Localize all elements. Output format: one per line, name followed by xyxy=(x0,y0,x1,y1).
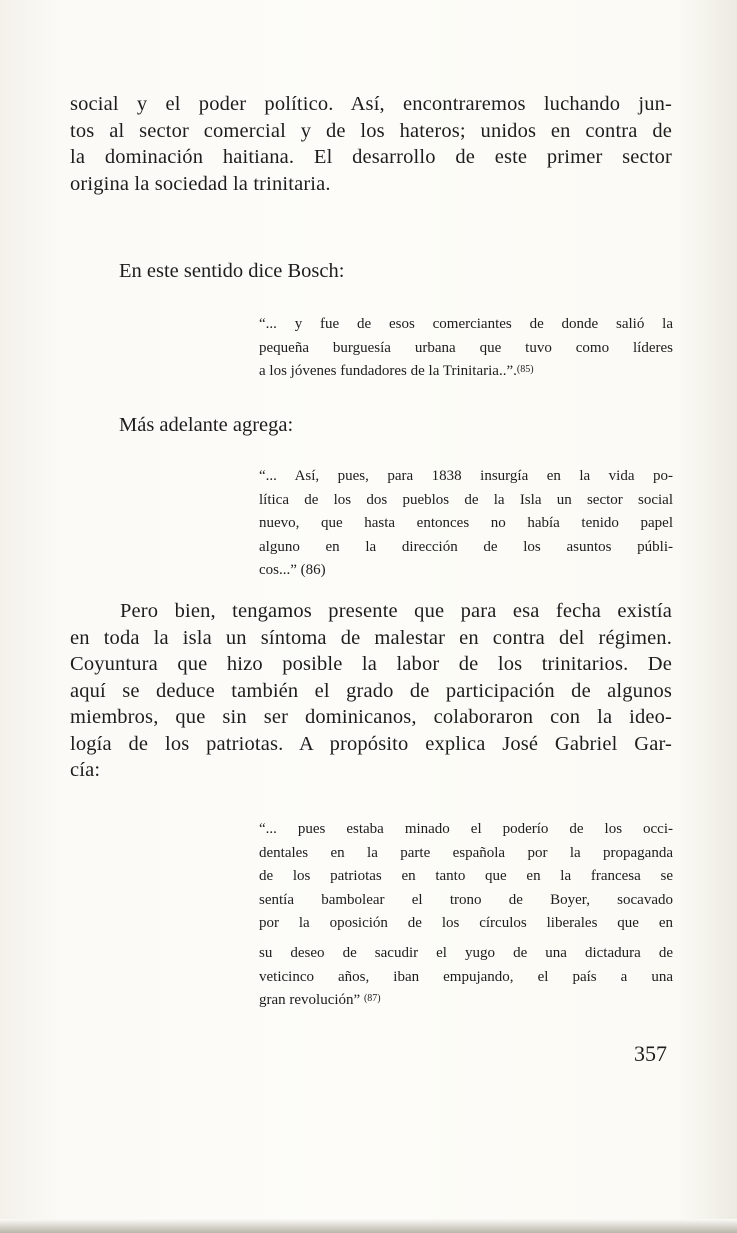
quote-line: veticinco años, iban empujando, el país a una xyxy=(259,968,673,985)
paragraph-2 xyxy=(70,598,672,784)
quote-line: alguno en la dirección de los asuntos públi- xyxy=(259,538,673,555)
text-line: en toda la isla un síntoma de malestar en contra del régimen. xyxy=(70,626,672,649)
text-line: origina la sociedad la trinitaria. xyxy=(70,172,331,195)
quote-line: “... Así, pues, para 1838 insurgía en la vida po- xyxy=(259,468,673,484)
text-line: aquí se deduce también el grado de participación de algunos xyxy=(70,679,672,702)
quote-line: dentales en la parte española por la propaganda xyxy=(259,844,673,861)
text-line: Coyuntura que hizo posible la labor de los trinitarios. De xyxy=(70,653,672,675)
text-line: miembros, que sin ser dominicanos, colaboraron con la ideo- xyxy=(70,706,672,728)
quote-bosch-2 xyxy=(259,465,673,583)
footnote-ref: (85) xyxy=(516,364,534,376)
quote-line: sentía bambolear el trono de Boyer, socavado xyxy=(259,891,673,908)
text-line: Pero bien, tengamos presente que para esa fecha existía xyxy=(120,600,672,622)
quote-line: a los jóvenes fundadores de la Trinitaria..”.$^{(85)}$ xyxy=(259,363,534,380)
quote-garcia xyxy=(259,818,673,1013)
quote-line: por la oposición de los círculos liberales que en xyxy=(259,915,673,932)
quote-line: gran revolución” $^{(87)}$ xyxy=(259,992,381,1009)
intro-agrega: Más adelante agrega: xyxy=(119,414,294,436)
text-line: la dominación haitiana. El desarrollo de este primer sector xyxy=(70,146,672,168)
quote-line: “... pues estaba minado el poderío de los occi- xyxy=(259,821,673,837)
text-line: social y el poder político. Así, encontraremos luchando jun- xyxy=(70,93,672,115)
quote-line: de los patriotas en tanto que en la francesa se xyxy=(259,868,673,885)
intro-bosch: En este sentido dice Bosch: xyxy=(119,260,345,282)
page-number: 357 xyxy=(634,1041,667,1066)
footnote-ref: (87) xyxy=(363,993,381,1005)
page-edge xyxy=(0,1219,737,1233)
quote-line: “... y fue de esos comerciantes de donde salió la xyxy=(259,316,673,332)
text-line: cía: xyxy=(70,759,101,781)
quote-line: cos...” (86) xyxy=(259,562,326,579)
quote-line: nuevo, que hasta entonces no había tenido papel xyxy=(259,515,673,532)
quote-line: lítica de los dos pueblos de la Isla un sector social xyxy=(259,491,673,508)
text-line: tos al sector comercial y de los hateros; unidos en contra de xyxy=(70,119,672,142)
text-line: logía de los patriotas. A propósito explica José Gabriel Gar- xyxy=(70,732,672,755)
quote-bosch-1 xyxy=(259,313,673,384)
paragraph-1 xyxy=(70,91,672,197)
quote-line: su deseo de sacudir el yugo de una dictadura de xyxy=(259,944,673,961)
quote-line: pequeña burguesía urbana que tuvo como líderes xyxy=(259,339,673,356)
